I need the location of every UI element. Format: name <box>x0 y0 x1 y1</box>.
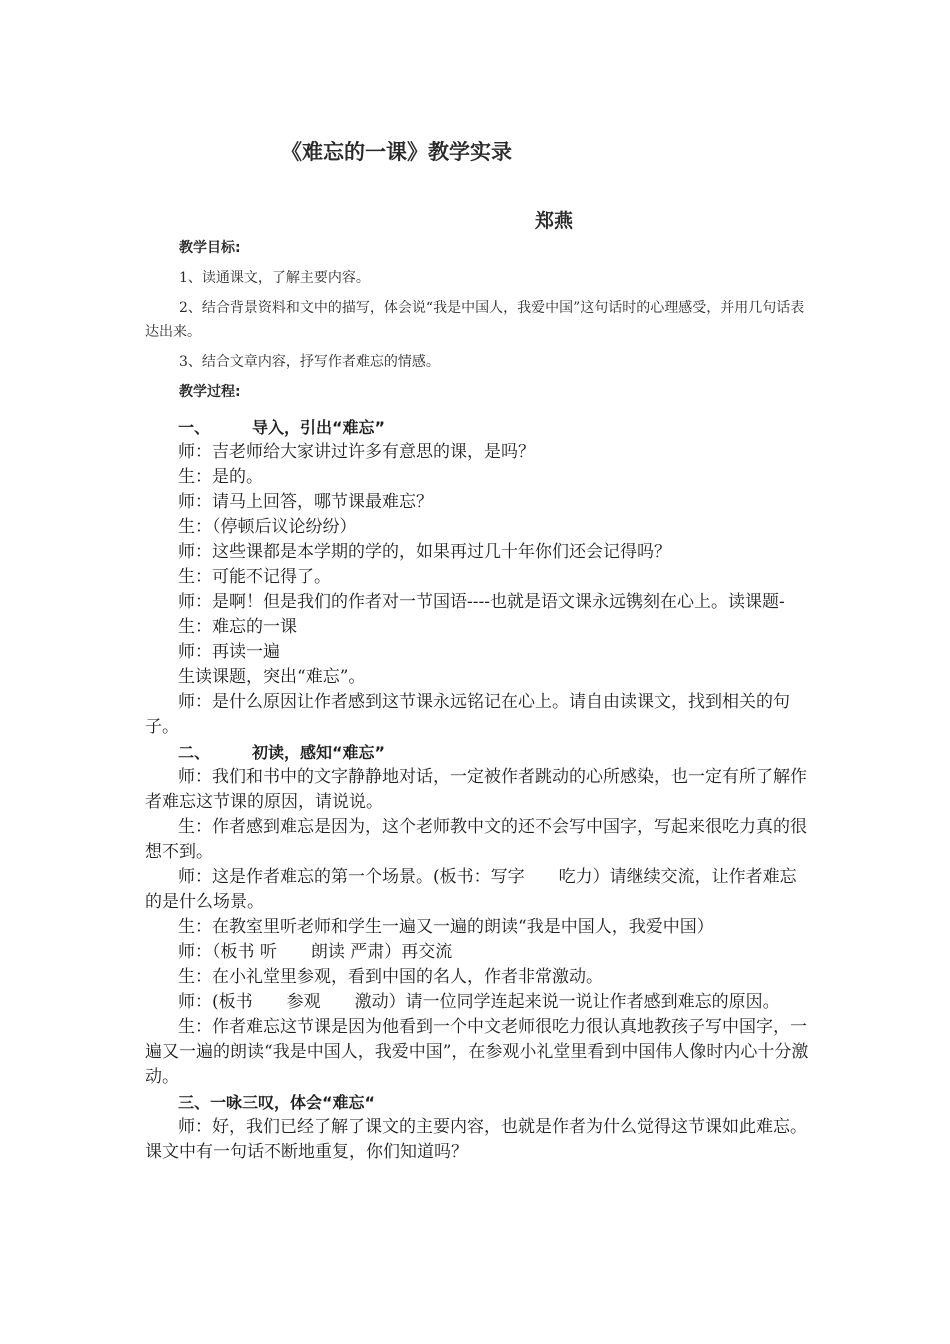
dialogue-line: 生读课题，突出“难忘”。 <box>178 667 366 687</box>
dialogue-line: 师：我们和书中的文字静静地对话，一定被作者跳动的心所感染，也一定有所了解作者难忘这节课的原因，请说说。 <box>145 767 807 812</box>
dialogue-line: 生：在教室里听老师和学生一遍又一遍的朗读“我是中国人，我爱中国） <box>178 917 714 937</box>
objective-item: 2、结合背景资料和文中的描写，体会说“我是中国人，我爱中国”这句话时的心理感受，并用几句话表达出来。 <box>145 300 805 340</box>
author-name: 郑燕 <box>535 210 574 232</box>
dialogue-line: 师：再读一遍 <box>178 642 280 662</box>
section-heading: 二、 初读，感知“难忘” <box>178 743 386 762</box>
objectives-label: 教学目标: <box>179 240 241 256</box>
dialogue-line: 生：在小礼堂里参观，看到中国的名人，作者非常激动。 <box>178 967 603 987</box>
dialogue-line: 师：吉老师给大家讲过许多有意思的课，是吗？ <box>178 442 535 462</box>
dialogue-line: 生：是的。 <box>178 467 263 487</box>
dialogue-line: 师：是啊！但是我们的作者对一节国语----也就是语文课永远镌刻在心上。读课题- <box>178 592 785 612</box>
dialogue-line: 师：(板书 参观 激动）请一位同学连起来说一说让作者感到难忘的原因。 <box>178 992 780 1012</box>
dialogue-line: 生：（停顿后议论纷纷） <box>178 517 357 537</box>
dialogue-line: 师：请马上回答，哪节课最难忘？ <box>178 492 433 512</box>
dialogue-line: 生：作者感到难忘是因为，这个老师教中文的还不会写中国字，写起来很吃力真的很想不到。 <box>145 817 807 862</box>
dialogue-line: 师：好，我们已经了解了课文的主要内容，也就是作者为什么觉得这节课如此难忘。课文中有一句话不断地重复，你们知道吗？ <box>145 1117 807 1162</box>
lesson-transcript <box>145 415 810 1165</box>
page-title: 《难忘的一课》教学实录 <box>281 140 512 164</box>
dialogue-line: 生：难忘的一课 <box>178 617 297 637</box>
process-label: 教学过程: <box>179 384 241 400</box>
dialogue-line: 师：是什么原因让作者感到这节课永远铭记在心上。请自由读课文，找到相关的句子。 <box>145 692 790 737</box>
dialogue-line: 师：这些课都是本学期的学的，如果再过几十年你们还会记得吗？ <box>178 542 671 562</box>
objective-item: 3、结合文章内容，抒写作者难忘的情感。 <box>179 354 440 370</box>
section-heading: 一、 导入，引出“难忘” <box>178 418 386 437</box>
dialogue-line: 生：可能不记得了。 <box>178 567 331 587</box>
dialogue-line: 师：这是作者难忘的第一个场景。(板书：写字 吃力）请继续交流，让作者难忘的是什么场景。 <box>145 867 797 912</box>
section-heading: 三、一咏三叹，体会“难忘“ <box>178 1093 376 1112</box>
objectives-block <box>145 236 815 410</box>
dialogue-line: 师：（板书 听 朗读 严肃）再交流 <box>178 942 453 962</box>
objective-item: 1、读通课文，了解主要内容。 <box>179 270 370 286</box>
dialogue-line: 生：作者难忘这节课是因为他看到一个中文老师很吃力很认真地教孩子写中国字，一遍又一遍的朗读“我是中国人，我爱中国”，在参观小礼堂里看到中国伟人像时内心十分激动。 <box>145 1017 809 1087</box>
